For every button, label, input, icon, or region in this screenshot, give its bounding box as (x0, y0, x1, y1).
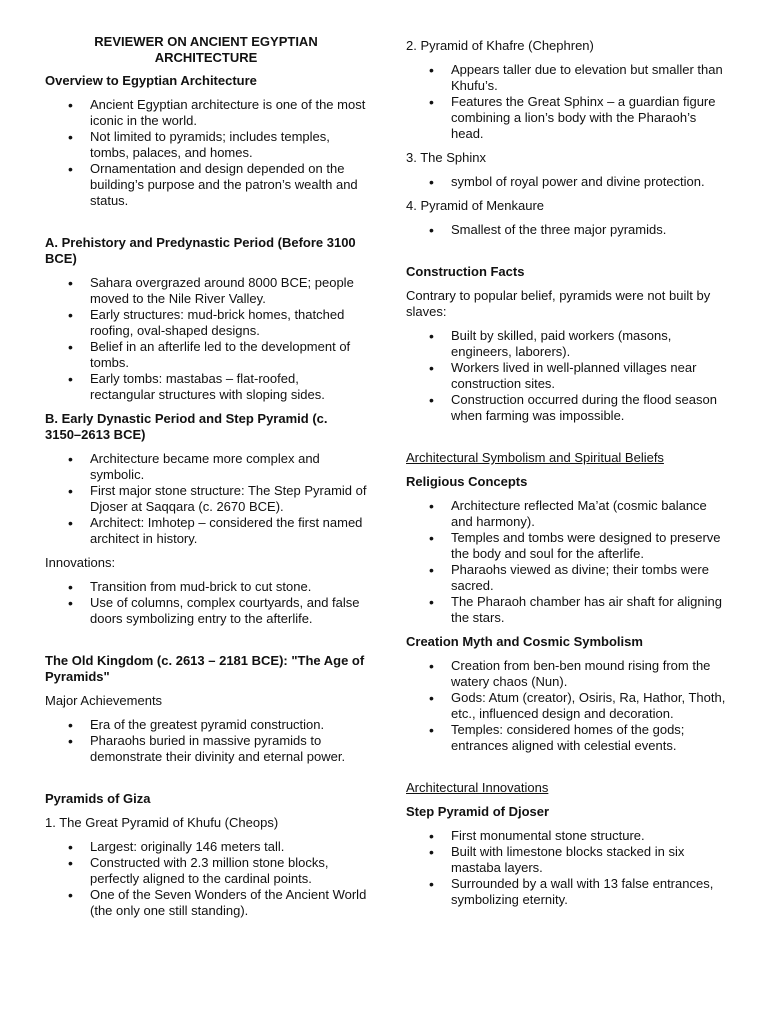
list-item: • Sahara overgrazed around 8000 BCE; people moved to the Nile River Valley. (45, 275, 367, 307)
list-item: • First major stone structure: The Step Pyramid of Djoser at Saqqara (c. 2670 BCE). (45, 483, 367, 515)
construction-heading: Construction Facts (406, 264, 525, 279)
document-title: REVIEWER ON ANCIENT EGYPTIAN ARCHITECTURE (94, 34, 318, 65)
list-item: • First monumental stone structure. (406, 828, 728, 844)
list-item: • Early tombs: mastabas – flat-roofed, rectangular structures with sloping sides. (45, 371, 367, 403)
list-item: • Ancient Egyptian architecture is one of the most iconic in the world. (45, 97, 367, 129)
list-item: • One of the Seven Wonders of the Ancient World (the only one still standing). (45, 887, 367, 919)
major-achievements-label: Major Achievements (45, 693, 163, 708)
list-item: • Architecture became more complex and symbolic. (45, 451, 367, 483)
menkaure-label: 4. Pyramid of Menkaure (406, 198, 545, 213)
list-item: • Architecture reflected Ma’at (cosmic balance and harmony). (406, 498, 728, 530)
list-item: • Ornamentation and design depended on the building’s purpose and the patron’s wealth and status. (45, 161, 367, 209)
list-item: • symbol of royal power and divine protection. (406, 174, 728, 190)
list-item: • Temples and tombs were designed to preserve the body and soul for the afterlife. (406, 530, 728, 562)
step-pyramid-list (406, 828, 728, 908)
right-column (406, 38, 728, 916)
list-item: • Appears taller due to elevation but smaller than Khufu’s. (406, 62, 728, 94)
prehistory-list (45, 275, 367, 403)
list-item: • Built with limestone blocks stacked in six mastaba layers. (406, 844, 728, 876)
early-dynastic-heading: B. Early Dynastic Period and Step Pyramid (c. 3150–2613 BCE) (45, 411, 328, 442)
khufu-list (45, 839, 367, 919)
list-item: • Surrounded by a wall with 13 false entrances, symbolizing eternity. (406, 876, 728, 908)
early-dynastic-list (45, 451, 367, 547)
list-item: • Belief in an afterlife led to the development of tombs. (45, 339, 367, 371)
old-kingdom-list (45, 717, 367, 765)
religious-concepts-heading: Religious Concepts (406, 474, 528, 489)
list-item: • Use of columns, complex courtyards, and false doors symbolizing entry to the afterlife. (45, 595, 367, 627)
list-item: • Architect: Imhotep – considered the first named architect in history. (45, 515, 367, 547)
sphinx-list (406, 174, 728, 190)
sphinx-label: 3. The Sphinx (406, 150, 486, 165)
list-item: • Pharaohs viewed as divine; their tombs were sacred. (406, 562, 728, 594)
overview-heading: Overview to Egyptian Architecture (45, 73, 257, 88)
list-item: • Gods: Atum (creator), Osiris, Ra, Hathor, Thoth, etc., influenced design and decoration. (406, 690, 728, 722)
creation-myth-heading: Creation Myth and Cosmic Symbolism (406, 634, 643, 649)
innovations-section-title: Architectural Innovations (406, 780, 549, 795)
list-item: • Built by skilled, paid workers (masons, engineers, laborers). (406, 328, 728, 360)
menkaure-list (406, 222, 728, 238)
construction-list (406, 328, 728, 424)
creation-myth-list (406, 658, 728, 754)
list-item: • Era of the greatest pyramid construction. (45, 717, 367, 733)
construction-intro: Contrary to popular belief, pyramids were not built by slaves: (406, 288, 711, 319)
innovations-label: Innovations: (45, 555, 116, 570)
giza-heading: Pyramids of Giza (45, 791, 151, 806)
list-item: • Transition from mud-brick to cut stone. (45, 579, 367, 595)
overview-list (45, 97, 367, 209)
step-pyramid-heading: Step Pyramid of Djoser (406, 804, 550, 819)
khafre-list (406, 62, 728, 142)
list-item: • Construction occurred during the flood season when farming was impossible. (406, 392, 728, 424)
list-item: • Creation from ben-ben mound rising from the watery chaos (Nun). (406, 658, 728, 690)
list-item: • Early structures: mud-brick homes, thatched roofing, oval-shaped designs. (45, 307, 367, 339)
symbolism-section-title: Architectural Symbolism and Spiritual Beliefs (406, 450, 664, 465)
list-item: • Constructed with 2.3 million stone blocks, perfectly aligned to the cardinal points. (45, 855, 367, 887)
left-column (45, 34, 367, 927)
list-item: • Workers lived in well-planned villages near construction sites. (406, 360, 728, 392)
list-item: • The Pharaoh chamber has air shaft for aligning the stars. (406, 594, 728, 626)
list-item: • Temples: considered homes of the gods; entrances aligned with celestial events. (406, 722, 728, 754)
innovations-list (45, 579, 367, 627)
list-item: • Not limited to pyramids; includes temples, tombs, palaces, and homes. (45, 129, 367, 161)
list-item: • Largest: originally 146 meters tall. (45, 839, 367, 855)
old-kingdom-heading: The Old Kingdom (c. 2613 – 2181 BCE): "The Age of Pyramids" (45, 653, 365, 684)
prehistory-heading: A. Prehistory and Predynastic Period (Before 3100 BCE) (45, 235, 356, 266)
khafre-label: 2. Pyramid of Khafre (Chephren) (406, 38, 594, 53)
list-item: • Pharaohs buried in massive pyramids to demonstrate their divinity and eternal power. (45, 733, 367, 765)
list-item: • Features the Great Sphinx – a guardian figure combining a lion’s body with the Pharaoh’s head. (406, 94, 728, 142)
list-item: • Smallest of the three major pyramids. (406, 222, 728, 238)
religious-concepts-list (406, 498, 728, 626)
khufu-label: 1. The Great Pyramid of Khufu (Cheops) (45, 815, 279, 830)
